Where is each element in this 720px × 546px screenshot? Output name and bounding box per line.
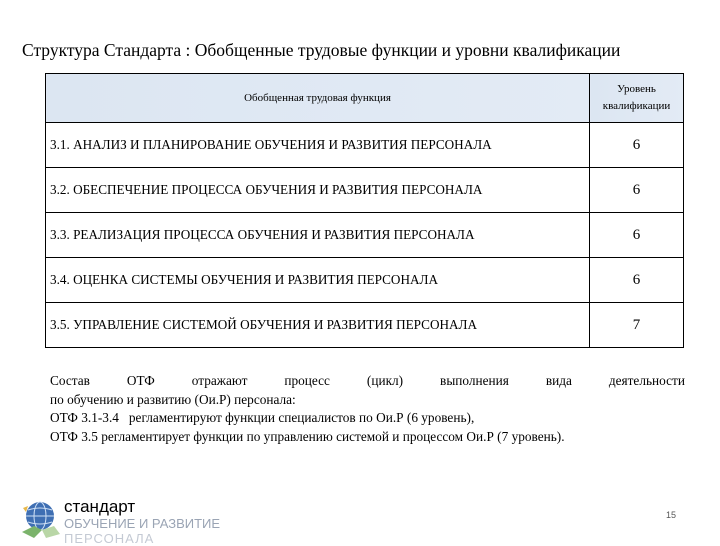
footer-brand [64, 498, 220, 546]
note-line-2: по обучению и развитию (Ои.Р) персонала: [50, 391, 296, 407]
page-number: 15 [666, 510, 677, 520]
function-cell: 3.3. РЕАЛИЗАЦИЯ ПРОЦЕССА ОБУЧЕНИЯ И РАЗВИТИЯ ПЕРСОНАЛА [46, 213, 590, 258]
note-word: (цикл) [366, 373, 404, 388]
table-row [46, 303, 684, 348]
table-row [46, 213, 684, 258]
brand-line-3: ПЕРСОНАЛА [64, 531, 155, 546]
note-word: деятельности [608, 373, 685, 388]
header-function: Обобщенная трудовая функция [46, 74, 590, 123]
brand-line-1: стандарт [64, 497, 136, 516]
function-cell: 3.5. УПРАВЛЕНИЕ СИСТЕМОЙ ОБУЧЕНИЯ И РАЗВИТИЯ ПЕРСОНАЛА [46, 303, 590, 348]
note-word: процесс [284, 373, 330, 388]
note-word: Состав [50, 373, 90, 388]
table-row [46, 123, 684, 168]
header-level-line1: Уровень [617, 83, 656, 95]
level-cell: 6 [590, 258, 684, 303]
description-note [50, 372, 685, 446]
header-level-line2: квалификации [602, 100, 671, 112]
globe-book-logo-icon [20, 496, 64, 540]
table-row [46, 258, 684, 303]
functions-table [45, 73, 684, 348]
slide-title: Структура Стандарта : Обобщенные трудовые функции и уровни квалификации [22, 40, 621, 60]
level-cell: 6 [590, 213, 684, 258]
level-cell: 7 [590, 303, 684, 348]
function-cell: 3.1. АНАЛИЗ И ПЛАНИРОВАНИЕ ОБУЧЕНИЯ И РАЗВИТИЯ ПЕРСОНАЛА [46, 123, 590, 168]
function-cell: 3.2. ОБЕСПЕЧЕНИЕ ПРОЦЕССА ОБУЧЕНИЯ И РАЗВИТИЯ ПЕРСОНАЛА [46, 168, 590, 213]
table-header-row [46, 74, 684, 123]
brand-line-2: ОБУЧЕНИЕ И РАЗВИТИЕ [64, 516, 221, 531]
header-level [590, 74, 684, 123]
note-word: ОТФ [126, 373, 155, 388]
note-line-4: ОТФ 3.5 регламентирует функции по управлению системой и процессом Ои.Р (7 уровень). [50, 428, 565, 444]
note-line-1 [50, 372, 685, 391]
note-word: вида [545, 373, 572, 388]
level-cell: 6 [590, 123, 684, 168]
function-cell: 3.4. ОЦЕНКА СИСТЕМЫ ОБУЧЕНИЯ И РАЗВИТИЯ ПЕРСОНАЛА [46, 258, 590, 303]
note-word: отражают [191, 373, 248, 388]
level-cell: 6 [590, 168, 684, 213]
note-word: выполнения [440, 373, 509, 388]
table-row [46, 168, 684, 213]
note-line-3: ОТФ 3.1-3.4 регламентируют функции специалистов по Ои.Р (6 уровень), [50, 410, 475, 425]
